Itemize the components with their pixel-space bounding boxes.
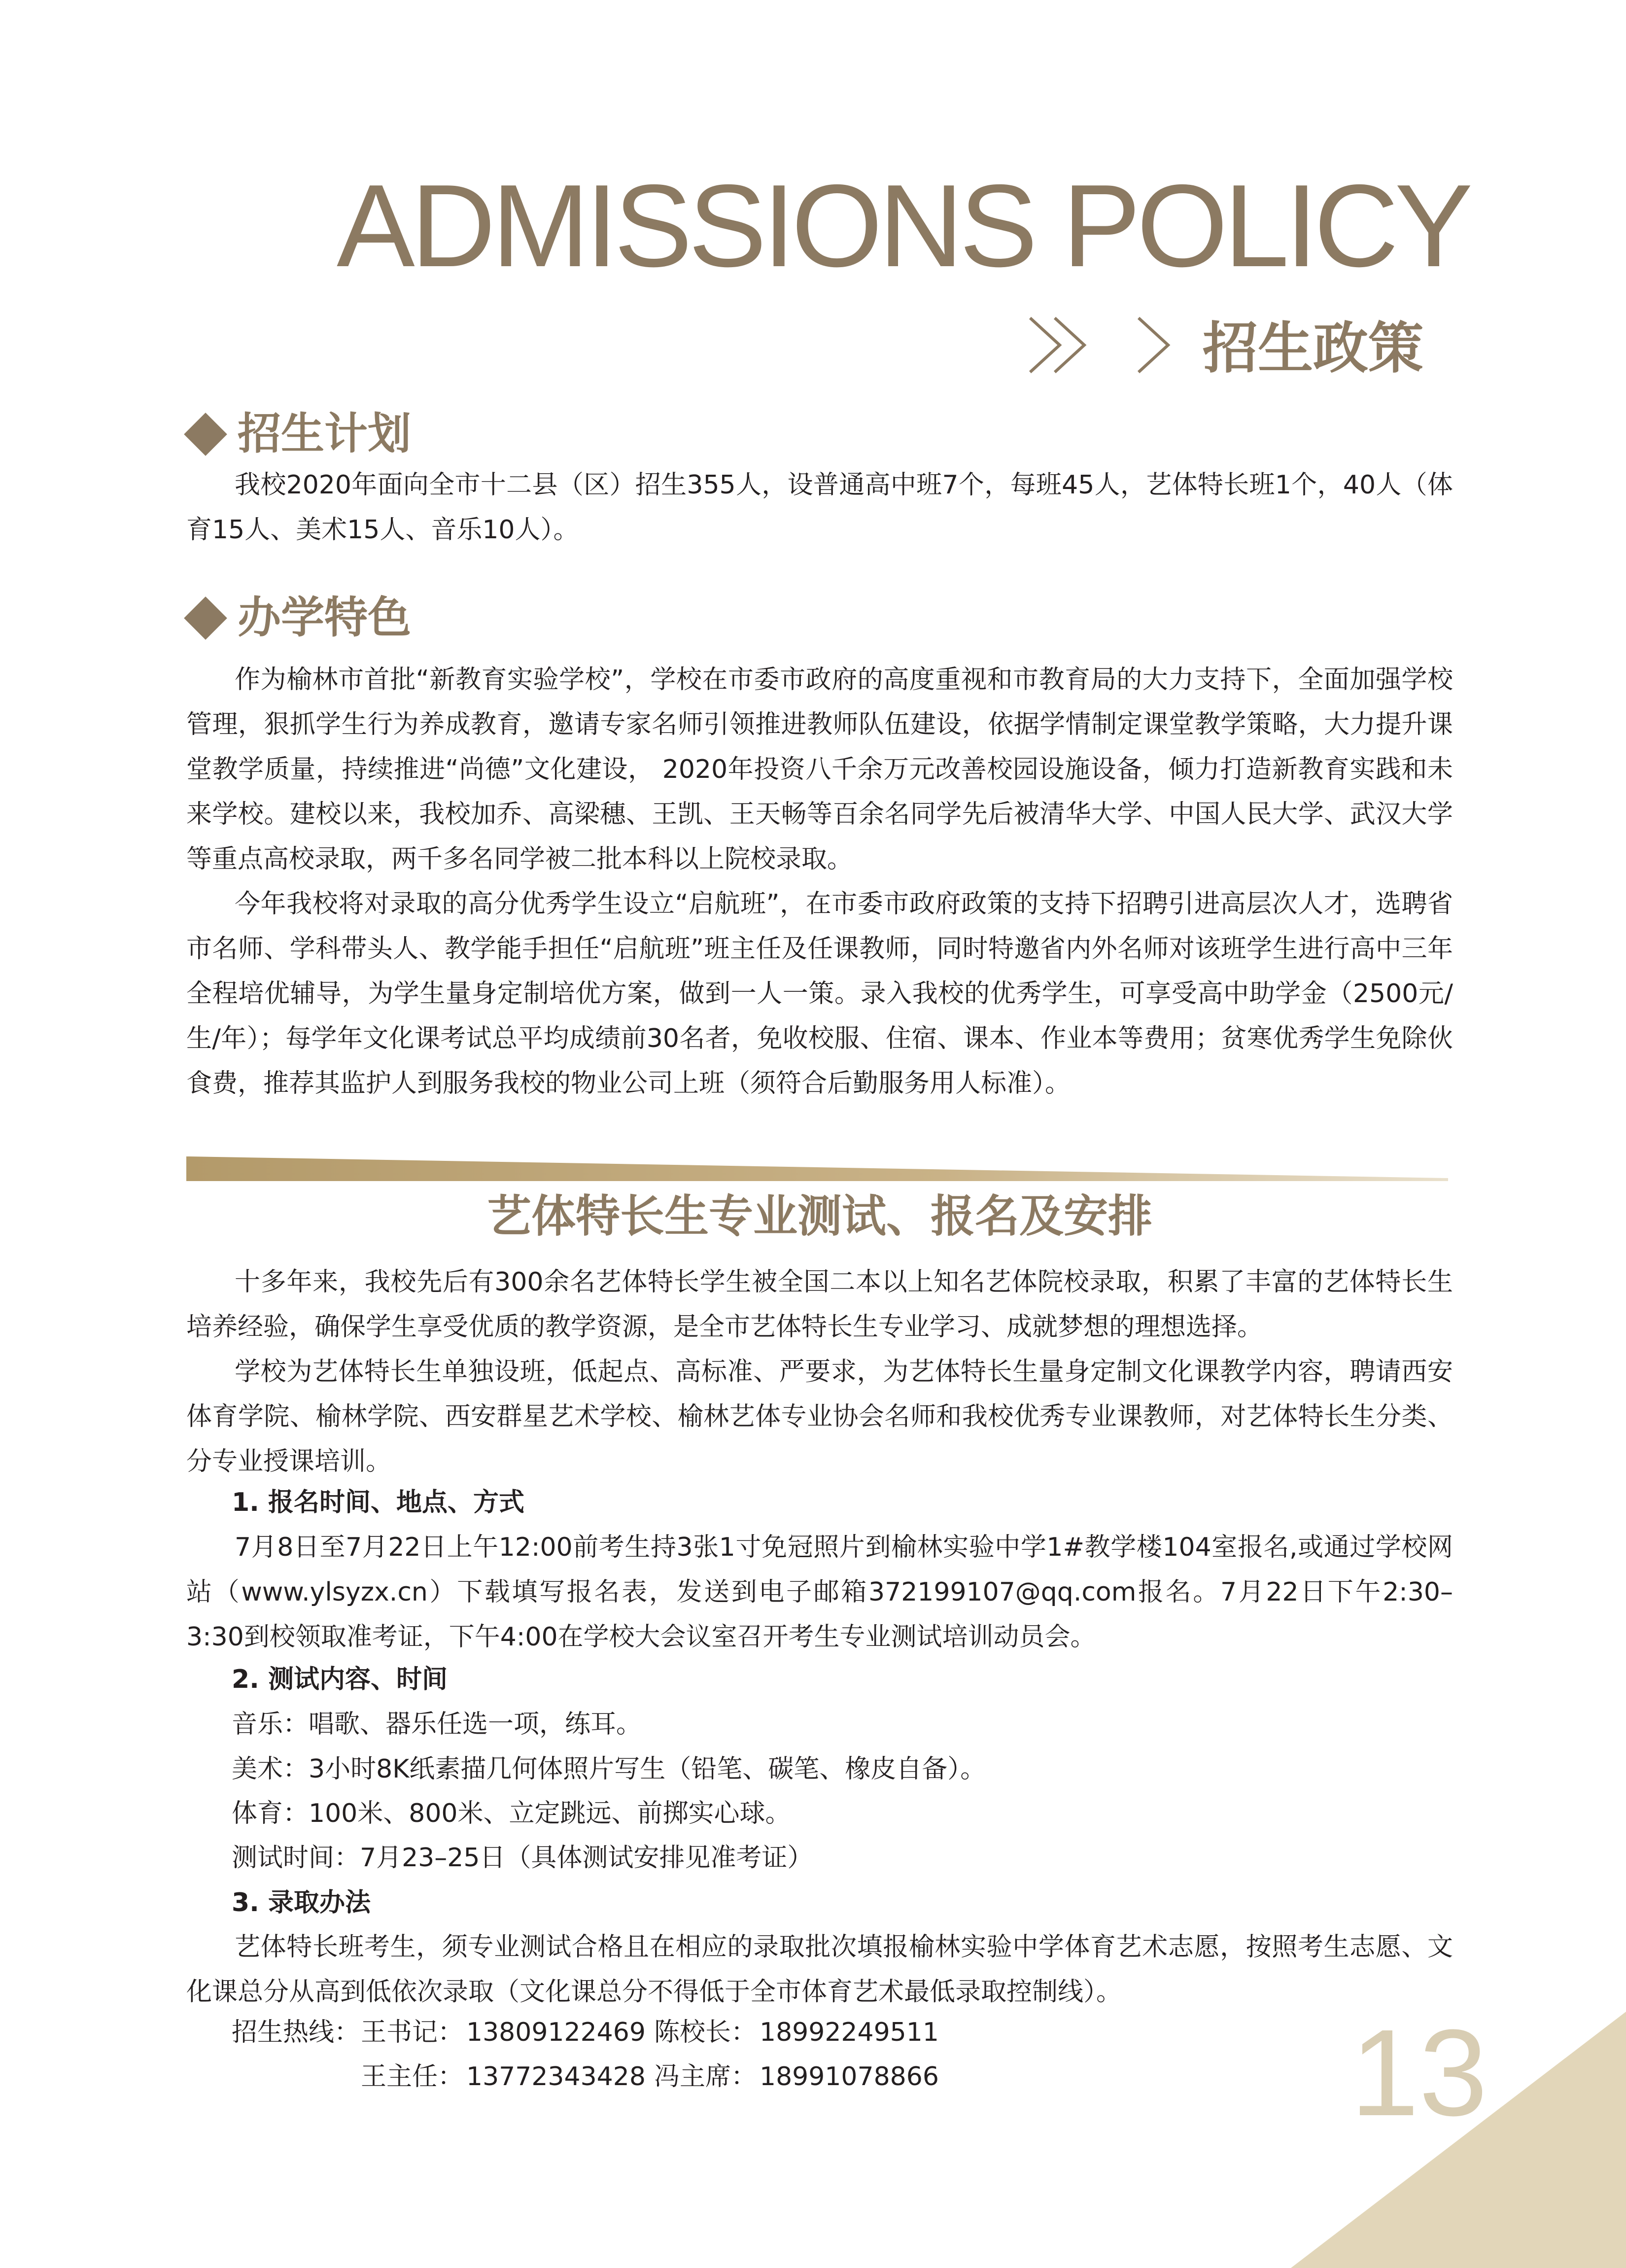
contact-name: 王书记： <box>361 2018 464 2047</box>
features-paragraph-2: 今年我校将对录取的高分优秀学生设立“启航班”，在市委市政府政策的支持下招聘引进高层次人才，选聘省市名师、学科带头人、教学能手担任“启航班”班主任及任课教师，同时特邀省内外名师对该班学生进行高中三年全程培优辅导，为学生量身定制培优方案，做到一人一策。录入我校的优秀学生，可享受高中助学金（2500元/生/年）；每学年文化课考试总平均成绩前30名者，免收校服、住宿、课本、作业本等费用；贫寒优秀学生免除伙食费，推荐其监护人到服务我校的物业公司上班（须符合后勤服务用人标准）。 <box>186 889 1453 1098</box>
section-heading-plan: 招生计划 <box>186 412 411 455</box>
divider-band <box>186 1156 1448 1181</box>
page-number: 13 <box>1350 2004 1488 2141</box>
subheading-registration: 1. 报名时间、地点、方式 <box>232 1488 525 1517</box>
hotline-row-2 <box>232 2055 939 2099</box>
contact-name: 陈校长： <box>654 2018 757 2047</box>
test-line-schedule: 测试时间：7月23–25日（具体测试安排见准考证） <box>232 1843 813 1873</box>
subheading-admission: 3. 录取办法 <box>232 1888 371 1918</box>
test-line-music: 音乐：唱歌、器乐任选一项，练耳。 <box>232 1710 642 1739</box>
contact-name: 王主任： <box>361 2062 464 2092</box>
arts-paragraph-1: 十多年来，我校先后有300余名艺体特长学生被全国二本以上知名艺体院校录取，积累了丰富的艺体特长生培养经验，确保学生享受优质的教学资源，是全市艺体特长生专业学习、成就梦想的理想选择。 <box>186 1267 1453 1342</box>
contact-name: 冯主席： <box>654 2062 757 2092</box>
chevrons-icon <box>1025 308 1173 382</box>
test-line-art: 美术：3小时8K纸素描几何体照片写生（铅笔、碳笔、橡皮自备）。 <box>232 1754 986 1784</box>
section-heading-features: 办学特色 <box>186 596 411 639</box>
plan-paragraph: 我校2020年面向全市十二县（区）招生355人，设普通高中班7个，每班45人，艺体特长班1个，40人（体育15人、美术15人、音乐10人）。 <box>186 470 1453 545</box>
subheading-test-content: 2. 测试内容、时间 <box>232 1665 448 1694</box>
arts-section-title: 艺体特长生专业测试、报名及安排 <box>487 1190 1152 1242</box>
contact-phone: 18991078866 <box>760 2062 939 2092</box>
test-line-sports: 体育：100米、800米、立定跳远、前掷实心球。 <box>232 1799 791 1828</box>
diamond-icon <box>184 413 227 456</box>
admission-text: 艺体特长班考生，须专业测试合格且在相应的录取批次填报榆林实验中学体育艺术志愿，按照考生志愿、文化课总分从高到低依次录取（文化课总分不得低于全市体育艺术最低录取控制线）。 <box>186 1932 1453 2007</box>
hotline-row-1 <box>232 2010 939 2055</box>
contact-phone: 13772343428 <box>466 2062 646 2092</box>
chinese-title: 招生政策 <box>1203 316 1423 381</box>
contact-phone: 13809122469 <box>466 2018 646 2047</box>
hotline-label: 招生热线： <box>232 2018 360 2047</box>
contact-phone: 18992249511 <box>760 2018 939 2047</box>
arts-paragraph-2: 学校为艺体特长生单独设班，低起点、高标准、严要求，为艺体特长生量身定制文化课教学内容，聘请西安体育学院、榆林学院、西安群星艺术学校、榆林艺体专业协会名师和我校优秀专业课教师，对艺体特长生分类、分专业授课培训。 <box>186 1357 1453 1476</box>
english-title: ADMISSIONS POLICY <box>337 161 1469 291</box>
registration-text: 7月8日至7月22日上午12:00前考生持3张1寸免冠照片到榆林实验中学1#教学楼104室报名,或通过学校网站（www.ylsyzx.cn）下载填写报名表，发送到电子邮箱372199107@qq.com报名。7月22日下午2:30–3:30到校领取准考证，下午4:00在学校大会议室召开考生专业测试培训动员会。 <box>186 1533 1453 1652</box>
diamond-icon <box>184 596 227 640</box>
features-paragraph-1: 作为榆林市首批“新教育实验学校”，学校在市委市政府的高度重视和市教育局的大力支持下，全面加强学校管理，狠抓学生行为养成教育，邀请专家名师引领推进教师队伍建设，依据学情制定课堂教学策略，大力提升课堂教学质量，持续推进“尚德”文化建设， 2020年投资八千余万元改善校园设施设备，倾力打造新教育实践和未来学校。建校以来，我校加乔、高梁穗、王凯、王天畅等百余名同学先后被清华大学、中国人民大学、武汉大学等重点高校录取，两千多名同学被二批本科以上院校录取。 <box>186 665 1453 874</box>
